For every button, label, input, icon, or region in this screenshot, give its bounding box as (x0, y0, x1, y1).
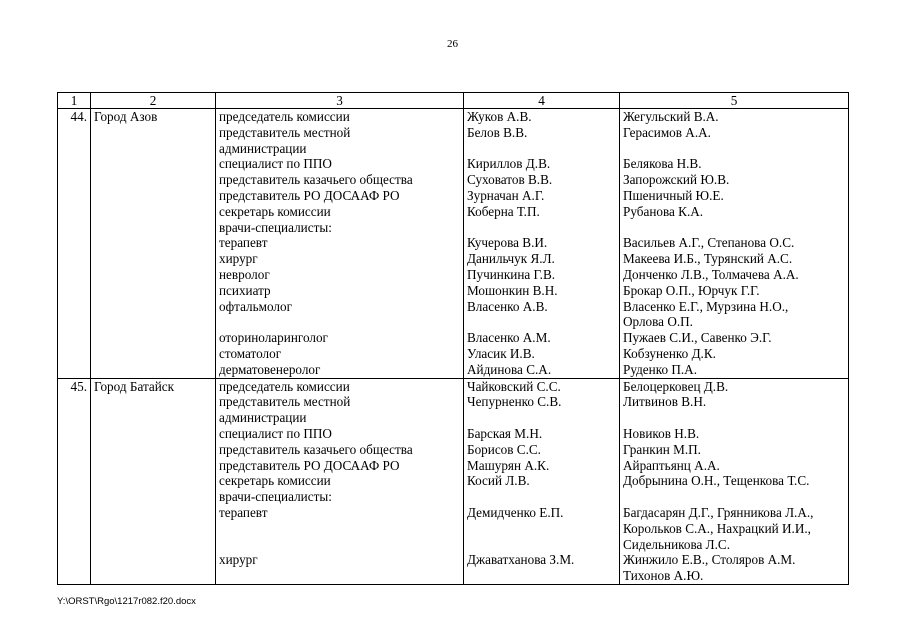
commission-role: оториноларинголог (219, 330, 328, 346)
reserve-member: Новиков Н.В. (623, 425, 700, 441)
main-member: Коберна Т.П. (467, 203, 540, 219)
main-member-cell (464, 378, 620, 584)
commission-role: представитель РО ДОСААФ РО (219, 187, 400, 203)
reserve-member (623, 141, 845, 157)
commission-role: представитель казачьего общества (219, 441, 413, 457)
reserve-member: Орлова О.П. (623, 314, 693, 330)
main-member: Барская М.Н. (467, 425, 543, 441)
main-member: Демидченко Е.П. (467, 504, 564, 520)
reserve-member: Кобзуненко Д.К. (623, 345, 716, 361)
main-member: Зурначан А.Г. (467, 187, 545, 203)
main-member: Кучерова В.И. (467, 235, 548, 251)
commission-role: врачи-специалисты: (219, 489, 332, 505)
column-header: 1 (58, 93, 91, 109)
reserve-member: Добрынина О.Н., Тещенкова Т.С. (623, 473, 810, 489)
commission-role: хирург (219, 251, 258, 267)
main-member (467, 314, 616, 330)
reserve-member: Макеева И.Б., Турянский А.С. (623, 251, 793, 267)
main-member: Пучинкина Г.В. (467, 266, 556, 282)
main-member: Чепурненко С.В. (467, 394, 562, 410)
reserve-member: Багдасарян Д.Г., Грянникова Л.А., (623, 504, 814, 520)
main-member: Мошонкин В.Н. (467, 282, 558, 298)
commission-role: представитель местной (219, 124, 351, 140)
city-name: Город Азов (91, 109, 216, 379)
reserve-member: Васильев А.Г., Степанова О.С. (623, 235, 795, 251)
reserve-member: Герасимов А.А. (623, 124, 711, 140)
reserve-member (623, 489, 845, 505)
main-member (467, 537, 616, 553)
main-member-cell (464, 109, 620, 379)
reserve-member: Жегульский В.А. (623, 109, 719, 124)
commission-role: врачи-специалисты: (219, 219, 332, 235)
reserve-member: Пшеничный Ю.Е. (623, 187, 724, 203)
main-member (467, 410, 616, 426)
commission-role-cell (216, 109, 464, 379)
page-number: 26 (447, 38, 458, 50)
commission-role: невролог (219, 266, 270, 282)
table-row (58, 378, 849, 584)
commission-role: администрации (219, 140, 307, 156)
reserve-member: Айраптьянц А.А. (623, 457, 720, 473)
commission-role: представитель казачьего общества (219, 172, 413, 188)
reserve-member: Белоцерковец Д.В. (623, 378, 729, 394)
commission-role (219, 521, 460, 537)
main-member: Жуков А.В. (467, 109, 532, 124)
main-member (467, 220, 616, 236)
main-member: Джаватханова З.М. (467, 552, 575, 568)
commission-role: администрации (219, 410, 307, 426)
reserve-member: Пужаев С.И., Савенко Э.Г. (623, 330, 772, 346)
main-member (467, 489, 616, 505)
commission-role: представитель РО ДОСААФ РО (219, 457, 400, 473)
main-member (467, 521, 616, 537)
main-member (467, 141, 616, 157)
city-name: Город Батайск (91, 378, 216, 584)
main-member: Борисов С.С. (467, 441, 541, 457)
commission-role: хирург (219, 552, 258, 568)
column-header: 3 (216, 93, 464, 109)
main-member: Суховатов В.В. (467, 172, 553, 188)
commission-role: секретарь комиссии (219, 473, 331, 489)
reserve-member: Руденко П.А. (623, 361, 697, 377)
table-row (58, 109, 849, 379)
reserve-member-cell (620, 109, 849, 379)
main-member: Данильчук Я.Л. (467, 251, 555, 267)
reserve-member: Белякова Н.В. (623, 156, 702, 172)
main-member (467, 568, 616, 584)
main-member: Машурян А.К. (467, 457, 550, 473)
main-member: Власенко А.В. (467, 298, 548, 314)
reserve-member: Тихонов А.Ю. (623, 568, 704, 584)
reserve-member: Запорожский Ю.В. (623, 172, 730, 188)
main-member: Косий Л.В. (467, 473, 530, 489)
commission-role: председатель комиссии (219, 378, 350, 394)
reserve-member: Рубанова К.А. (623, 203, 704, 219)
file-path-footer: Y:\ORST\Rgo\1217r082.f20.docx (57, 596, 196, 607)
commission-role: секретарь комиссии (219, 203, 331, 219)
reserve-member: Гранкин М.П. (623, 441, 701, 457)
commission-role: стоматолог (219, 345, 282, 361)
reserve-member: Жинжило Е.В., Столяров А.М. (623, 552, 796, 568)
reserve-member: Корольков С.А., Нахрацкий И.И., (623, 520, 811, 536)
commission-role: специалист по ППО (219, 425, 332, 441)
commission-role (219, 314, 460, 330)
commission-role-cell (216, 378, 464, 584)
commission-table (57, 92, 849, 585)
reserve-member: Донченко Л.В., Толмачева А.А. (623, 266, 799, 282)
main-member: Белов В.В. (467, 124, 528, 140)
main-member: Уласик И.В. (467, 345, 535, 361)
commission-role: председатель комиссии (219, 109, 350, 124)
reserve-member: Брокар О.П., Юрчук Г.Г. (623, 282, 760, 298)
row-number: 44. (58, 109, 91, 379)
commission-role: представитель местной (219, 394, 351, 410)
reserve-member-cell (620, 378, 849, 584)
main-member: Чайковский С.С. (467, 378, 561, 394)
column-header: 2 (91, 93, 216, 109)
commission-role: дерматовенеролог (219, 361, 321, 377)
reserve-member: Литвинов В.Н. (623, 394, 707, 410)
commission-role: психиатр (219, 282, 271, 298)
column-header: 4 (464, 93, 620, 109)
main-member: Власенко А.М. (467, 330, 551, 346)
commission-role: специалист по ППО (219, 156, 332, 172)
reserve-member: Власенко Е.Г., Мурзина Н.О., (623, 298, 789, 314)
reserve-member: Сидельникова Л.С. (623, 536, 730, 552)
commission-role: офтальмолог (219, 298, 292, 314)
commission-role: терапевт (219, 504, 268, 520)
commission-role (219, 537, 460, 553)
main-member: Айдинова С.А. (467, 361, 552, 377)
reserve-member (623, 410, 845, 426)
row-number: 45. (58, 378, 91, 584)
column-header-row (58, 93, 849, 109)
commission-role (219, 568, 460, 584)
main-member: Кириллов Д.В. (467, 156, 551, 172)
commission-role: терапевт (219, 235, 268, 251)
reserve-member (623, 220, 845, 236)
column-header: 5 (620, 93, 849, 109)
